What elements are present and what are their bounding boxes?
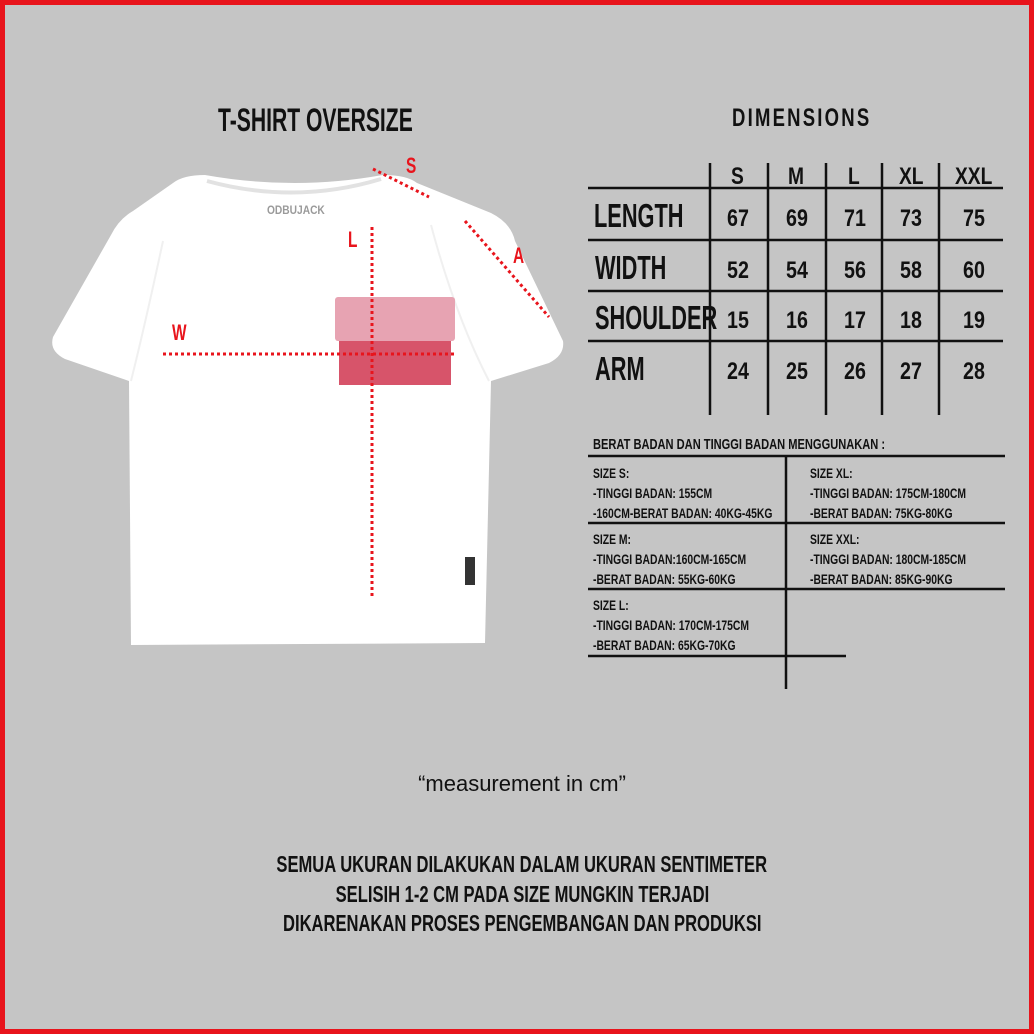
guide-size-xl-weight: -BERAT BADAN: 75KG-80KG (810, 505, 953, 521)
width-label: W (172, 320, 187, 345)
body-guide-title: BERAT BADAN DAN TINGGI BADAN MENGGUNAKAN : (593, 436, 886, 453)
footer-line-1 (5, 851, 1034, 878)
cell-shoulder-l: 17 (844, 307, 866, 334)
cell-width-l: 56 (844, 257, 866, 284)
size-header-m: M (788, 163, 804, 190)
guide-size-xxl-height: -TINGGI BADAN: 180CM-185CM (810, 551, 967, 567)
cell-length-xl: 73 (900, 205, 922, 232)
guide-size-m-label: SIZE M: (593, 531, 631, 547)
cell-arm-xl: 27 (900, 358, 922, 385)
cell-length-m: 69 (786, 205, 808, 232)
cell-width-m: 54 (786, 257, 808, 284)
guide-size-m (593, 529, 746, 589)
guide-size-xxl (810, 529, 966, 589)
cell-shoulder-xxl: 19 (963, 307, 985, 334)
guide-size-l-weight: -BERAT BADAN: 65KG-70KG (593, 637, 736, 653)
row-label-width: WIDTH (595, 249, 667, 286)
footer-line-3 (5, 910, 1034, 937)
cell-arm-xxl: 28 (963, 358, 985, 385)
cell-shoulder-xl: 18 (900, 307, 922, 334)
cell-shoulder-m: 16 (786, 307, 808, 334)
side-tag (465, 557, 475, 585)
size-header-s: S (731, 163, 744, 190)
length-label: L (348, 227, 358, 252)
guide-size-xl-height: -TINGGI BADAN: 175CM-180CM (810, 485, 967, 501)
guide-size-s-height: -TINGGI BADAN: 155CM (593, 485, 713, 501)
guide-size-s-weight: -160CM-BERAT BADAN: 40KG-45KG (593, 505, 773, 521)
cell-arm-s: 24 (727, 358, 749, 385)
product-title: T-SHIRT OVERSIZE (218, 102, 413, 138)
arm-label: A (513, 243, 525, 268)
cell-arm-m: 25 (786, 358, 808, 385)
guide-size-s (593, 463, 772, 523)
row-label-shoulder: SHOULDER (595, 299, 718, 336)
row-label-arm: ARM (595, 350, 645, 387)
footer-line-2 (5, 881, 1034, 908)
guide-size-xl-label: SIZE XL: (810, 465, 853, 481)
cell-width-xxl: 60 (963, 257, 985, 284)
guide-size-m-weight: -BERAT BADAN: 55KG-60KG (593, 571, 736, 587)
cell-length-xxl: 75 (963, 205, 985, 232)
size-header-xl: XL (899, 163, 924, 190)
cell-length-s: 67 (727, 205, 749, 232)
footer-text-2: SELISIH 1-2 CM PADA SIZE MUNGKIN TERJADI (335, 881, 709, 907)
cell-shoulder-s: 15 (727, 307, 749, 334)
size-header-xxl: XXL (955, 163, 993, 190)
guide-size-m-height: -TINGGI BADAN:160CM-165CM (593, 551, 747, 567)
cell-width-xl: 58 (900, 257, 922, 284)
shoulder-label: S (406, 153, 417, 178)
footer-text-1: SEMUA UKURAN DILAKUKAN DALAM UKURAN SENTIMETER (276, 851, 768, 877)
guide-size-l (593, 595, 749, 655)
cell-width-s: 52 (727, 257, 749, 284)
guide-size-xl (810, 463, 966, 523)
size-header-l: L (848, 163, 860, 190)
guide-size-s-label: SIZE S: (593, 465, 630, 481)
measurement-note: “measurement in cm” (418, 771, 626, 796)
tshirt-illustration (35, 145, 575, 655)
dimensions-title: DIMENSIONS (732, 104, 872, 132)
row-label-length: LENGTH (594, 197, 684, 234)
guide-size-l-label: SIZE L: (593, 597, 629, 613)
cell-length-l: 71 (844, 205, 866, 232)
guide-size-xxl-weight: -BERAT BADAN: 85KG-90KG (810, 571, 953, 587)
brand-label: ODBUJACK (267, 203, 325, 217)
pocket-flap (335, 297, 455, 341)
footer-text-3: DIKARENAKAN PROSES PENGEMBANGAN DAN PRODUKSI (282, 910, 762, 936)
guide-size-xxl-label: SIZE XXL: (810, 531, 860, 547)
cell-arm-l: 26 (844, 358, 866, 385)
guide-size-l-height: -TINGGI BADAN: 170CM-175CM (593, 617, 750, 633)
